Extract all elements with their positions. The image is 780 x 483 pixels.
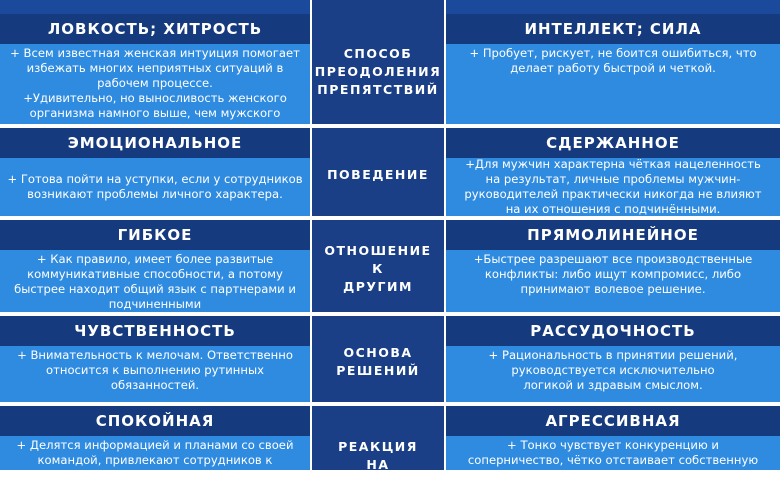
right-description-line: +Быстрее разрешают все производственные [473, 252, 753, 266]
left-description-line: +Удивительно, но выносливость женского [23, 91, 287, 105]
left-description-line: + Делятся информацией и планами со своей [16, 438, 294, 452]
row-separator [310, 312, 446, 316]
right-row-title: СДЕРЖАННОЕ [446, 128, 780, 158]
left-row-description [0, 158, 310, 216]
right-description-line: + Тонко чувствует конкуренцию и [507, 438, 719, 452]
right-top-strip [446, 0, 780, 14]
left-row-description [0, 346, 310, 402]
left-description-line: коммуникативные способности, а потому [27, 267, 283, 281]
right-description-line: принимают волевое решение. [520, 282, 706, 296]
left-row-description [0, 250, 310, 312]
left-description-line: + Как правило, имеет более развитые [36, 252, 274, 266]
right-row-description [446, 158, 780, 216]
left-description-line: организма намного выше, чем мужского [29, 106, 281, 120]
right-description-line: руководствуется исключительно [511, 363, 715, 377]
right-description-line: +Для мужчин характерна чёткая нацеленность [465, 157, 761, 171]
left-row-description [0, 44, 310, 124]
right-row-title: РАССУДОЧНОСТЬ [446, 316, 780, 346]
left-description-line: + Всем известная женская интуиция помогает [10, 46, 300, 60]
criterion-label [310, 134, 446, 216]
criterion-label [310, 226, 446, 312]
criterion-label-line: СПОСОБ [343, 46, 413, 61]
left-row-title: ЛОВКОСТЬ; ХИТРОСТЬ [0, 14, 310, 44]
right-description-line: + Пробует, рискует, не боится ошибиться, что [469, 46, 757, 60]
right-description-line: логикой и здравым смыслом. [523, 378, 703, 392]
right-row-description [446, 44, 780, 124]
criterion-label-line: К [372, 261, 384, 276]
criterion-label [310, 412, 446, 470]
criterion-label [310, 20, 446, 124]
right-row-title: ИНТЕЛЛЕКТ; СИЛА [446, 14, 780, 44]
left-description-line: избежать многих неприятных ситуаций в [26, 61, 284, 75]
row-separator [310, 124, 446, 128]
left-row-title: ГИБКОЕ [0, 220, 310, 250]
right-description-line: делает работу быстрой и четкой. [510, 61, 716, 75]
right-description-line: позицию [586, 468, 640, 482]
right-description-line: конфликты: либо ищут компромисс, либо [484, 267, 742, 281]
left-row [0, 316, 310, 402]
criterion-label-line: ДРУГИМ [343, 279, 413, 294]
left-description-line: командой, привлекают сотрудников к [37, 453, 273, 467]
left-row [0, 220, 310, 312]
criterion-label [310, 322, 446, 402]
right-row-title: АГРЕССИВНАЯ [446, 406, 780, 436]
right-row [446, 316, 780, 402]
criterion-label-line: ПРЕПЯТСТВИЙ [317, 82, 439, 97]
right-row [446, 128, 780, 216]
right-row-title: ПРЯМОЛИНЕЙНОЕ [446, 220, 780, 250]
left-description-line: обязанностей. [110, 378, 200, 392]
right-row-description [446, 346, 780, 402]
left-row-title: СПОКОЙНАЯ [0, 406, 310, 436]
right-row-description [446, 250, 780, 312]
criterion-label-line: ОТНОШЕНИЕ [324, 243, 432, 258]
criterion-label-line: ПОВЕДЕНИЕ [327, 167, 429, 182]
criterion-label-line: НА [366, 457, 390, 472]
left-description-line: + Внимательность к мелочам. Ответственно [17, 348, 293, 362]
row-separator [310, 216, 446, 220]
left-top-strip [0, 0, 310, 14]
left-row-title: ЭМОЦИОНАЛЬНОЕ [0, 128, 310, 158]
criterion-label-line: РЕАКЦИЯ [338, 439, 418, 454]
left-description-line: обсуждению проектов [85, 468, 225, 482]
criterion-label-line: ПРЕОДОЛЕНИЯ [314, 64, 442, 79]
left-description-line: + Готова пойти на уступки, если у сотрудников [7, 172, 303, 186]
right-row [446, 14, 780, 124]
left-row [0, 406, 310, 482]
left-description-line: быстрее находит общий язык с партнерами и [14, 282, 296, 296]
criterion-label-line: ОСНОВА [343, 345, 413, 360]
left-description-line: возникают проблемы личного характера. [27, 187, 283, 201]
right-description-line: соперничество, чётко отстаивает собственную [467, 453, 759, 467]
right-row [446, 220, 780, 312]
left-description-line: рабочем процессе. [97, 76, 213, 90]
left-description-line: относится к выполнению рутинных [46, 363, 264, 377]
right-description-line: руководителей практически никогда не влияют [464, 187, 762, 201]
right-row-description [446, 436, 780, 482]
right-description-line: на результат, личные проблемы мужчин- [485, 172, 741, 186]
divider-left [310, 0, 312, 470]
divider-right [444, 0, 446, 470]
right-description-line: + Рациональность в принятии решений, [488, 348, 738, 362]
left-description-line: подчиненными [108, 297, 202, 311]
right-description-line: на их отношения с подчинёнными. [505, 202, 721, 216]
middle-column [310, 0, 446, 470]
right-row [446, 406, 780, 482]
left-row-title: ЧУВСТВЕННОСТЬ [0, 316, 310, 346]
row-separator [310, 402, 446, 406]
criterion-label-line: РЕШЕНИЙ [336, 363, 420, 378]
left-row-description [0, 436, 310, 482]
left-row [0, 128, 310, 216]
left-row [0, 14, 310, 124]
